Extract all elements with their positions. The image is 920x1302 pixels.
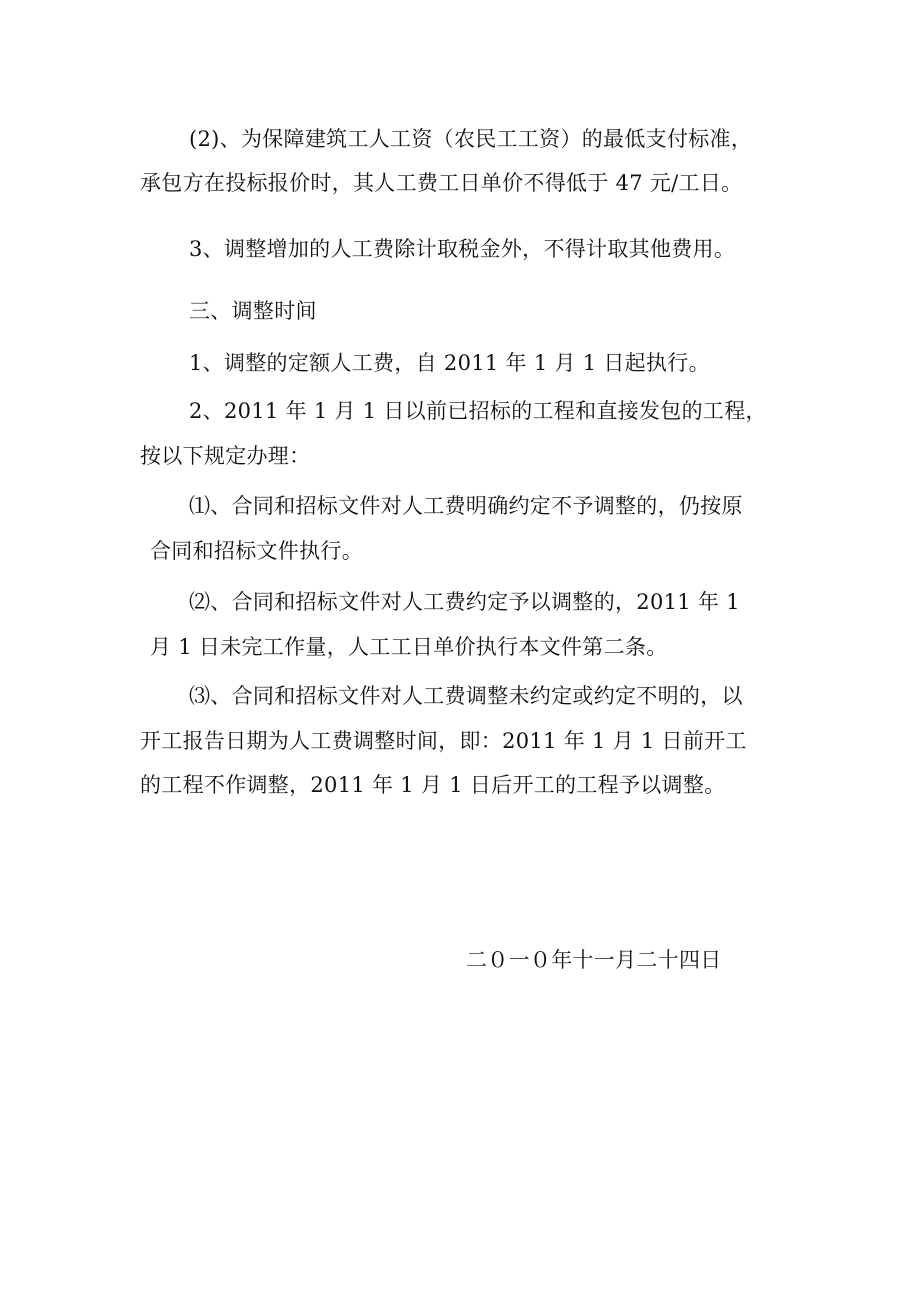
sub-item-2-line-2: 月 1 日未完工作量，人工工日单价执行本文件第二条。 bbox=[150, 635, 668, 659]
sub-item-3-line-1: ⑶、合同和招标文件对人工费调整未约定或约定不明的，以 bbox=[189, 684, 743, 708]
sub-item-2-line-1: ⑵、合同和招标文件对人工费约定予以调整的，2011 年 1 bbox=[189, 590, 740, 614]
section-3-item-2-line-1: 2、2011 年 1 月 1 日以前已招标的工程和直接发包的工程， bbox=[189, 399, 767, 423]
section-3-item-1: 1、调整的定额人工费，自 2011 年 1 月 1 日起执行。 bbox=[189, 351, 710, 375]
paragraph-item-2-wage-line-2: 承包方在投标报价时，其人工费工日单价不得低于 47 元/工日。 bbox=[140, 171, 743, 195]
sub-item-3-line-2: 开工报告日期为人工费调整时间，即：2011 年 1 月 1 日前开工 bbox=[140, 729, 747, 753]
sub-item-1-line-1: ⑴、合同和招标文件对人工费明确约定不予调整的，仍按原 bbox=[189, 494, 743, 518]
section-3-heading: 三、调整时间 bbox=[189, 299, 317, 323]
section-3-item-2-line-2: 按以下规定办理： bbox=[140, 444, 311, 468]
sub-item-3-line-3: 的工程不作调整，2011 年 1 月 1 日后开工的工程予以调整。 bbox=[140, 773, 726, 797]
paragraph-item-3: 3、调整增加的人工费除计取税金外，不得计取其他费用。 bbox=[189, 237, 736, 261]
sub-item-1-line-2: 合同和招标文件执行。 bbox=[150, 539, 363, 563]
document-date: 二０一０年十一月二十四日 bbox=[466, 948, 722, 972]
paragraph-item-2-wage-line-1: (2)、为保障建筑工人工资（农民工工资）的最低支付标准， bbox=[189, 127, 753, 151]
